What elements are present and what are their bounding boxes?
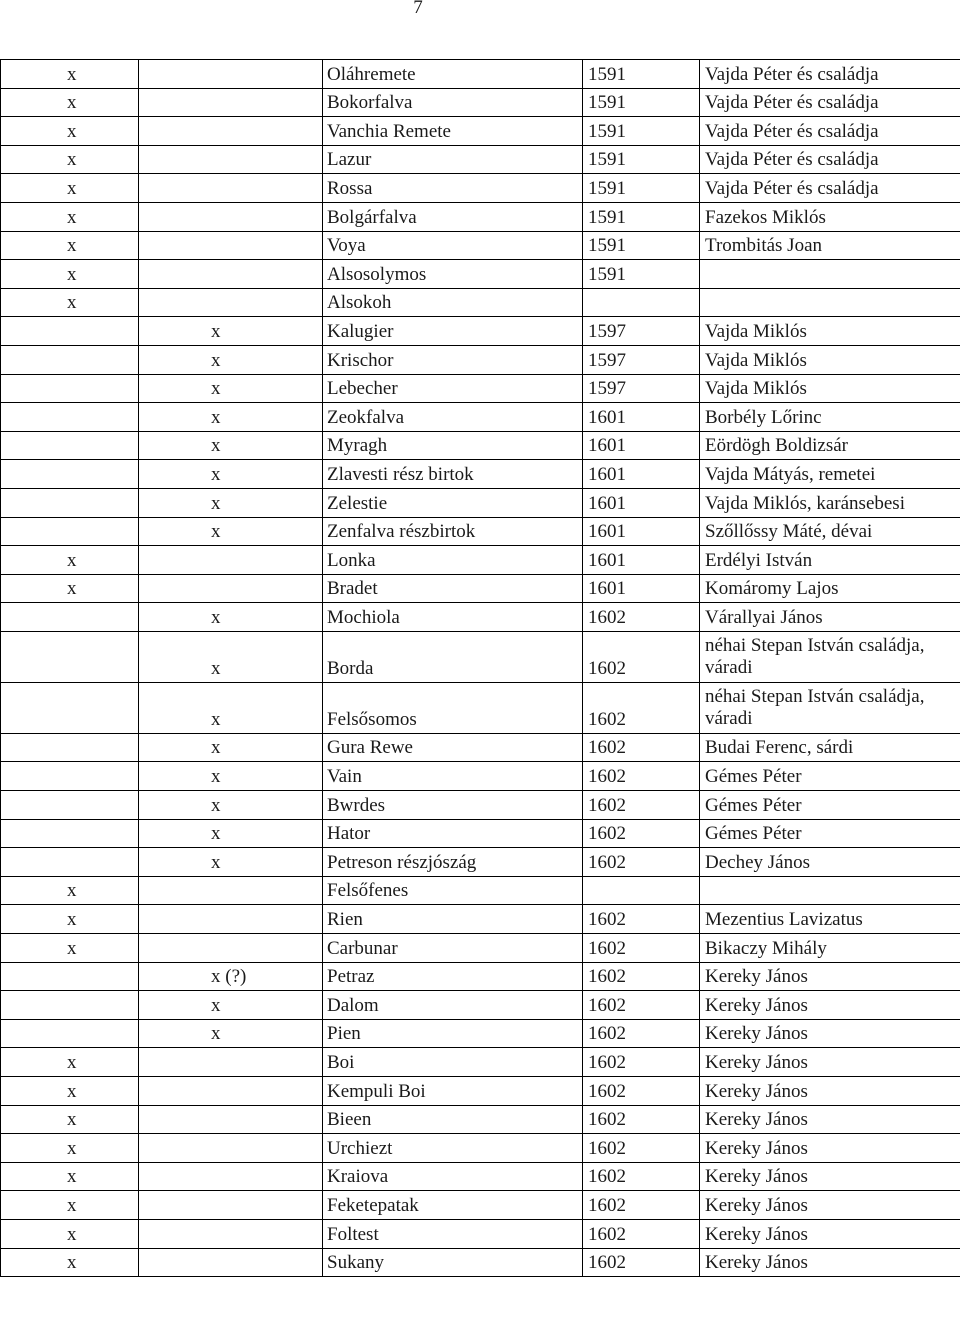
mark-primary-cell <box>1 1019 139 1048</box>
mark-primary-cell: x <box>1 1077 139 1106</box>
year-cell: 1602 <box>583 991 700 1020</box>
place-name-cell: Alsosolymos <box>323 260 583 289</box>
mark-secondary-cell: x <box>139 819 323 848</box>
table-row <box>1 791 960 820</box>
year-cell: 1602 <box>583 1248 700 1277</box>
year-cell: 1602 <box>583 1219 700 1248</box>
table-row <box>1 202 960 231</box>
table-row <box>1 288 960 317</box>
year-cell: 1601 <box>583 403 700 432</box>
mark-primary-cell: x <box>1 117 139 146</box>
year-cell: 1601 <box>583 460 700 489</box>
mark-secondary-cell: x <box>139 488 323 517</box>
owner-cell: Mezentius Lavizatus <box>700 905 960 934</box>
year-cell: 1591 <box>583 260 700 289</box>
mark-primary-cell <box>1 488 139 517</box>
place-name-cell: Alsokoh <box>323 288 583 317</box>
table-row <box>1 819 960 848</box>
mark-secondary-cell <box>139 231 323 260</box>
mark-primary-cell: x <box>1 1134 139 1163</box>
mark-secondary-cell: x <box>139 1019 323 1048</box>
mark-primary-cell <box>1 762 139 791</box>
year-cell: 1602 <box>583 848 700 877</box>
owner-cell: Borbély Lőrinc <box>700 403 960 432</box>
mark-primary-cell: x <box>1 174 139 203</box>
table-row <box>1 546 960 575</box>
place-name-cell: Bradet <box>323 574 583 603</box>
mark-secondary-cell <box>139 1219 323 1248</box>
mark-primary-cell <box>1 991 139 1020</box>
mark-primary-cell: x <box>1 1219 139 1248</box>
table-row <box>1 905 960 934</box>
place-name-cell: Bwrdes <box>323 791 583 820</box>
year-cell: 1602 <box>583 762 700 791</box>
mark-secondary-cell: x <box>139 848 323 877</box>
mark-primary-cell: x <box>1 60 139 89</box>
owner-cell: Eördögh Boldizsár <box>700 431 960 460</box>
owner-cell: Vajda Miklós, karánsebesi <box>700 488 960 517</box>
owner-cell: Fazekos Miklós <box>700 202 960 231</box>
year-cell: 1602 <box>583 905 700 934</box>
table-row <box>1 876 960 905</box>
owner-cell <box>700 288 960 317</box>
mark-secondary-cell <box>139 117 323 146</box>
table-row <box>1 1248 960 1277</box>
table-row <box>1 962 960 991</box>
year-cell: 1597 <box>583 345 700 374</box>
year-cell: 1601 <box>583 517 700 546</box>
owner-cell: Komáromy Lajos <box>700 574 960 603</box>
mark-secondary-cell: x <box>139 791 323 820</box>
owner-cell: Kereky János <box>700 1219 960 1248</box>
place-name-cell: Voya <box>323 231 583 260</box>
mark-primary-cell: x <box>1 231 139 260</box>
mark-secondary-cell: x <box>139 431 323 460</box>
table-row <box>1 231 960 260</box>
mark-secondary-cell: x <box>139 991 323 1020</box>
owner-cell: Kereky János <box>700 991 960 1020</box>
place-name-cell: Dalom <box>323 991 583 1020</box>
mark-secondary-cell: x <box>139 762 323 791</box>
place-name-cell: Pien <box>323 1019 583 1048</box>
owner-cell: Kereky János <box>700 1105 960 1134</box>
table-row <box>1 403 960 432</box>
mark-secondary-cell <box>139 905 323 934</box>
owner-cell: Kereky János <box>700 1134 960 1163</box>
year-cell: 1591 <box>583 174 700 203</box>
mark-secondary-cell <box>139 1048 323 1077</box>
year-cell: 1591 <box>583 88 700 117</box>
year-cell: 1591 <box>583 231 700 260</box>
place-name-cell: Kalugier <box>323 317 583 346</box>
mark-primary-cell <box>1 317 139 346</box>
year-cell: 1602 <box>583 962 700 991</box>
mark-secondary-cell: x <box>139 733 323 762</box>
table-row <box>1 1048 960 1077</box>
mark-secondary-cell: x (?) <box>139 962 323 991</box>
mark-primary-cell <box>1 682 139 733</box>
table-row <box>1 145 960 174</box>
mark-primary-cell: x <box>1 1048 139 1077</box>
table-row <box>1 574 960 603</box>
place-name-cell: Zlavesti rész birtok <box>323 460 583 489</box>
place-name-cell: Petreson részjószág <box>323 848 583 877</box>
owner-cell: Vajda Mátyás, remetei <box>700 460 960 489</box>
table-row <box>1 345 960 374</box>
mark-primary-cell <box>1 460 139 489</box>
table-row <box>1 374 960 403</box>
mark-secondary-cell: x <box>139 631 323 682</box>
owner-cell: Várallyai János <box>700 603 960 632</box>
mark-primary-cell: x <box>1 288 139 317</box>
place-name-cell: Krischor <box>323 345 583 374</box>
mark-primary-cell: x <box>1 905 139 934</box>
place-name-cell: Borda <box>323 631 583 682</box>
owner-cell: Kereky János <box>700 1162 960 1191</box>
owner-cell: Gémes Péter <box>700 791 960 820</box>
table-row <box>1 60 960 89</box>
table-row <box>1 88 960 117</box>
table-row <box>1 1162 960 1191</box>
year-cell: 1601 <box>583 546 700 575</box>
mark-primary-cell <box>1 517 139 546</box>
owner-cell: Kereky János <box>700 1248 960 1277</box>
table-row <box>1 1219 960 1248</box>
owner-cell: Kereky János <box>700 962 960 991</box>
place-name-cell: Lazur <box>323 145 583 174</box>
year-cell <box>583 876 700 905</box>
mark-primary-cell <box>1 962 139 991</box>
mark-primary-cell <box>1 345 139 374</box>
mark-primary-cell <box>1 848 139 877</box>
mark-secondary-cell <box>139 1134 323 1163</box>
year-cell: 1591 <box>583 145 700 174</box>
place-name-cell: Bolgárfalva <box>323 202 583 231</box>
owner-cell: Trombitás Joan <box>700 231 960 260</box>
table-row <box>1 317 960 346</box>
mark-primary-cell <box>1 791 139 820</box>
mark-secondary-cell <box>139 145 323 174</box>
mark-secondary-cell <box>139 934 323 963</box>
owner-cell: Vajda Péter és családja <box>700 174 960 203</box>
table-row <box>1 603 960 632</box>
mark-primary-cell <box>1 603 139 632</box>
place-name-cell: Vain <box>323 762 583 791</box>
table-row <box>1 682 960 733</box>
place-name-cell: Feketepatak <box>323 1191 583 1220</box>
place-name-cell: Mochiola <box>323 603 583 632</box>
owner-cell: Vajda Péter és családja <box>700 117 960 146</box>
mark-primary-cell <box>1 374 139 403</box>
place-name-cell: Petraz <box>323 962 583 991</box>
place-name-cell: Rossa <box>323 174 583 203</box>
mark-primary-cell: x <box>1 145 139 174</box>
mark-primary-cell: x <box>1 934 139 963</box>
owner-cell: néhai Stepan István családja, váradi <box>700 631 960 682</box>
mark-primary-cell: x <box>1 546 139 575</box>
owner-cell: Kereky János <box>700 1019 960 1048</box>
owner-cell: Bikaczy Mihály <box>700 934 960 963</box>
place-name-cell: Kraiova <box>323 1162 583 1191</box>
owner-cell: Vajda Péter és családja <box>700 145 960 174</box>
year-cell: 1601 <box>583 574 700 603</box>
table-row <box>1 631 960 682</box>
place-name-cell: Carbunar <box>323 934 583 963</box>
owner-cell <box>700 876 960 905</box>
table-row <box>1 848 960 877</box>
place-name-cell: Foltest <box>323 1219 583 1248</box>
owner-cell: néhai Stepan István családja, váradi <box>700 682 960 733</box>
mark-primary-cell: x <box>1 1191 139 1220</box>
mark-secondary-cell <box>139 88 323 117</box>
place-name-cell: Sukany <box>323 1248 583 1277</box>
table-body <box>1 60 960 1277</box>
table-row <box>1 260 960 289</box>
year-cell: 1602 <box>583 1019 700 1048</box>
place-name-cell: Hator <box>323 819 583 848</box>
owner-cell: Szőllőssy Máté, dévai <box>700 517 960 546</box>
mark-primary-cell: x <box>1 88 139 117</box>
table-row <box>1 1191 960 1220</box>
place-name-cell: Vanchia Remete <box>323 117 583 146</box>
year-cell: 1602 <box>583 733 700 762</box>
table-row <box>1 1019 960 1048</box>
table-row <box>1 517 960 546</box>
place-name-cell: Zeokfalva <box>323 403 583 432</box>
owner-cell: Vajda Miklós <box>700 317 960 346</box>
table-row <box>1 733 960 762</box>
year-cell: 1601 <box>583 431 700 460</box>
owner-cell <box>700 260 960 289</box>
year-cell: 1601 <box>583 488 700 517</box>
owner-cell: Budai Ferenc, sárdi <box>700 733 960 762</box>
mark-secondary-cell <box>139 202 323 231</box>
mark-primary-cell <box>1 819 139 848</box>
page-number: 7 <box>413 0 423 18</box>
year-cell: 1602 <box>583 1105 700 1134</box>
place-name-cell: Boi <box>323 1048 583 1077</box>
year-cell: 1591 <box>583 117 700 146</box>
place-name-cell: Felsősomos <box>323 682 583 733</box>
year-cell: 1602 <box>583 1191 700 1220</box>
mark-primary-cell: x <box>1 202 139 231</box>
year-cell: 1602 <box>583 1077 700 1106</box>
table-row <box>1 1105 960 1134</box>
year-cell: 1602 <box>583 603 700 632</box>
estate-registry-table <box>0 59 960 1277</box>
table-row <box>1 431 960 460</box>
place-name-cell: Zenfalva részbirtok <box>323 517 583 546</box>
mark-secondary-cell <box>139 574 323 603</box>
place-name-cell: Bieen <box>323 1105 583 1134</box>
table-row <box>1 460 960 489</box>
place-name-cell: Kempuli Boi <box>323 1077 583 1106</box>
mark-primary-cell: x <box>1 1105 139 1134</box>
year-cell <box>583 288 700 317</box>
mark-primary-cell: x <box>1 260 139 289</box>
owner-cell: Vajda Miklós <box>700 345 960 374</box>
mark-primary-cell: x <box>1 876 139 905</box>
year-cell: 1602 <box>583 631 700 682</box>
mark-secondary-cell <box>139 174 323 203</box>
table-row <box>1 1134 960 1163</box>
place-name-cell: Zelestie <box>323 488 583 517</box>
place-name-cell: Rien <box>323 905 583 934</box>
mark-secondary-cell <box>139 288 323 317</box>
mark-secondary-cell <box>139 1077 323 1106</box>
mark-secondary-cell <box>139 546 323 575</box>
owner-cell: Erdélyi István <box>700 546 960 575</box>
mark-secondary-cell <box>139 1105 323 1134</box>
place-name-cell: Bokorfalva <box>323 88 583 117</box>
year-cell: 1602 <box>583 791 700 820</box>
owner-cell: Dechey János <box>700 848 960 877</box>
table-row <box>1 991 960 1020</box>
mark-secondary-cell: x <box>139 517 323 546</box>
table-row <box>1 488 960 517</box>
owner-cell: Kereky János <box>700 1191 960 1220</box>
year-cell: 1591 <box>583 202 700 231</box>
year-cell: 1602 <box>583 1048 700 1077</box>
mark-secondary-cell <box>139 876 323 905</box>
owner-cell: Vajda Péter és családja <box>700 88 960 117</box>
year-cell: 1602 <box>583 819 700 848</box>
year-cell: 1597 <box>583 374 700 403</box>
table-row <box>1 934 960 963</box>
table-row <box>1 117 960 146</box>
mark-secondary-cell: x <box>139 374 323 403</box>
place-name-cell: Myragh <box>323 431 583 460</box>
owner-cell: Vajda Miklós <box>700 374 960 403</box>
year-cell: 1602 <box>583 934 700 963</box>
place-name-cell: Oláhremete <box>323 60 583 89</box>
table-row <box>1 1077 960 1106</box>
mark-secondary-cell <box>139 1162 323 1191</box>
table-row <box>1 762 960 791</box>
mark-primary-cell: x <box>1 574 139 603</box>
mark-secondary-cell <box>139 260 323 289</box>
mark-primary-cell: x <box>1 1248 139 1277</box>
mark-secondary-cell: x <box>139 460 323 489</box>
place-name-cell: Gura Rewe <box>323 733 583 762</box>
place-name-cell: Urchiezt <box>323 1134 583 1163</box>
owner-cell: Vajda Péter és családja <box>700 60 960 89</box>
table-row <box>1 174 960 203</box>
mark-secondary-cell: x <box>139 317 323 346</box>
mark-primary-cell: x <box>1 1162 139 1191</box>
mark-primary-cell <box>1 403 139 432</box>
mark-secondary-cell: x <box>139 682 323 733</box>
year-cell: 1597 <box>583 317 700 346</box>
mark-secondary-cell: x <box>139 603 323 632</box>
owner-cell: Gémes Péter <box>700 762 960 791</box>
place-name-cell: Felsőfenes <box>323 876 583 905</box>
year-cell: 1602 <box>583 1134 700 1163</box>
owner-cell: Kereky János <box>700 1077 960 1106</box>
mark-secondary-cell: x <box>139 403 323 432</box>
year-cell: 1591 <box>583 60 700 89</box>
year-cell: 1602 <box>583 1162 700 1191</box>
place-name-cell: Lonka <box>323 546 583 575</box>
mark-secondary-cell <box>139 1248 323 1277</box>
place-name-cell: Lebecher <box>323 374 583 403</box>
mark-secondary-cell <box>139 60 323 89</box>
mark-secondary-cell: x <box>139 345 323 374</box>
owner-cell: Kereky János <box>700 1048 960 1077</box>
mark-secondary-cell <box>139 1191 323 1220</box>
owner-cell: Gémes Péter <box>700 819 960 848</box>
mark-primary-cell <box>1 733 139 762</box>
mark-primary-cell <box>1 631 139 682</box>
mark-primary-cell <box>1 431 139 460</box>
year-cell: 1602 <box>583 682 700 733</box>
